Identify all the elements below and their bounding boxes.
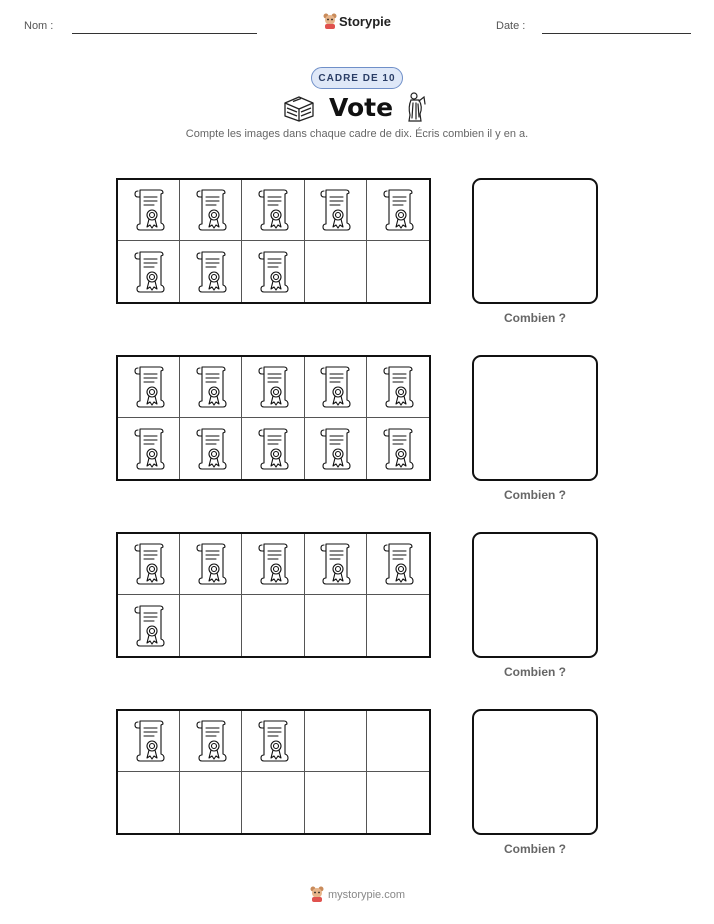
answer-box-2[interactable] xyxy=(472,355,598,481)
scroll-certificate-icon xyxy=(131,425,167,473)
ten-frame-cell xyxy=(367,772,429,833)
statue-icon xyxy=(405,92,427,122)
ten-frame-cell xyxy=(180,711,242,772)
scroll-certificate-icon xyxy=(255,363,291,411)
scroll-certificate-icon xyxy=(317,540,353,588)
scroll-certificate-icon xyxy=(193,540,229,588)
answer-prompt: Combien ? xyxy=(504,311,566,325)
ten-frame-cell xyxy=(118,595,180,656)
scroll-certificate-icon xyxy=(255,717,291,765)
ballot-box-icon xyxy=(282,94,316,122)
ten-frame-cell xyxy=(367,711,429,772)
scroll-certificate-icon xyxy=(131,602,167,650)
scroll-certificate-icon xyxy=(255,425,291,473)
ten-frame-cell xyxy=(242,241,304,302)
answer-prompt: Combien ? xyxy=(504,665,566,679)
scroll-certificate-icon xyxy=(193,363,229,411)
scroll-certificate-icon xyxy=(131,717,167,765)
scroll-certificate-icon xyxy=(380,540,416,588)
date-label: Date : xyxy=(496,20,526,32)
scroll-certificate-icon xyxy=(193,717,229,765)
scroll-certificate-icon xyxy=(131,186,167,234)
ten-frame-cell xyxy=(305,418,367,479)
scroll-certificate-icon xyxy=(193,248,229,296)
ten-frame-cell xyxy=(305,595,367,656)
scroll-certificate-icon xyxy=(193,425,229,473)
scroll-certificate-icon xyxy=(255,540,291,588)
answer-box-3[interactable] xyxy=(472,532,598,658)
worksheet-badge: CADRE DE 10 xyxy=(311,67,403,89)
scroll-certificate-icon xyxy=(255,186,291,234)
ten-frame-3 xyxy=(116,532,431,658)
ten-frame-cell xyxy=(305,772,367,833)
date-line[interactable] xyxy=(542,33,691,34)
ten-frame-1 xyxy=(116,178,431,304)
scroll-certificate-icon xyxy=(255,248,291,296)
name-line[interactable] xyxy=(72,33,257,34)
worksheet-title: Vote xyxy=(329,93,394,122)
answer-prompt: Combien ? xyxy=(504,488,566,502)
scroll-certificate-icon xyxy=(380,186,416,234)
ten-frame-cell xyxy=(180,180,242,241)
scroll-certificate-icon xyxy=(380,425,416,473)
scroll-certificate-icon xyxy=(193,186,229,234)
ten-frame-cell xyxy=(242,711,304,772)
ten-frame-cell xyxy=(180,357,242,418)
storypie-mascot-icon xyxy=(309,886,325,902)
ten-frame-cell xyxy=(242,418,304,479)
ten-frame-cell xyxy=(118,180,180,241)
ten-frame-cell xyxy=(305,711,367,772)
ten-frame-cell xyxy=(180,418,242,479)
ten-frame-cell xyxy=(118,534,180,595)
ten-frame-cell xyxy=(118,772,180,833)
ten-frame-cell xyxy=(118,241,180,302)
ten-frame-4 xyxy=(116,709,431,835)
scroll-certificate-icon xyxy=(380,363,416,411)
ten-frame-cell xyxy=(367,241,429,302)
ten-frame-cell xyxy=(305,534,367,595)
scroll-certificate-icon xyxy=(317,186,353,234)
scroll-certificate-icon xyxy=(131,540,167,588)
instructions: Compte les images dans chaque cadre de dix. Écris combien il y en a. xyxy=(185,128,529,140)
ten-frame-cell xyxy=(367,180,429,241)
scroll-certificate-icon xyxy=(317,363,353,411)
footer-site: mystorypie.com xyxy=(327,889,406,901)
ten-frame-cell xyxy=(180,595,242,656)
name-label: Nom : xyxy=(24,20,54,32)
ten-frame-cell xyxy=(242,180,304,241)
brand-logo xyxy=(0,13,714,29)
ten-frame-cell xyxy=(367,595,429,656)
brand-name: Storypie xyxy=(338,14,391,29)
scroll-certificate-icon xyxy=(131,363,167,411)
answer-prompt: Combien ? xyxy=(504,842,566,856)
answer-box-4[interactable] xyxy=(472,709,598,835)
ten-frame-cell xyxy=(118,711,180,772)
ten-frame-cell xyxy=(305,180,367,241)
scroll-certificate-icon xyxy=(131,248,167,296)
ten-frame-cell xyxy=(118,418,180,479)
ten-frame-cell xyxy=(367,357,429,418)
ten-frame-cell xyxy=(242,595,304,656)
ten-frame-cell xyxy=(242,534,304,595)
ten-frame-cell xyxy=(367,418,429,479)
ten-frame-cell xyxy=(242,357,304,418)
ten-frame-cell xyxy=(180,241,242,302)
ten-frame-cell xyxy=(305,357,367,418)
storypie-mascot-icon xyxy=(323,13,337,29)
footer xyxy=(0,886,714,902)
answer-box-1[interactable] xyxy=(472,178,598,304)
ten-frame-cell xyxy=(305,241,367,302)
ten-frame-cell xyxy=(118,357,180,418)
ten-frame-2 xyxy=(116,355,431,481)
ten-frame-cell xyxy=(242,772,304,833)
scroll-certificate-icon xyxy=(317,425,353,473)
ten-frame-cell xyxy=(180,772,242,833)
ten-frame-cell xyxy=(367,534,429,595)
ten-frame-cell xyxy=(180,534,242,595)
